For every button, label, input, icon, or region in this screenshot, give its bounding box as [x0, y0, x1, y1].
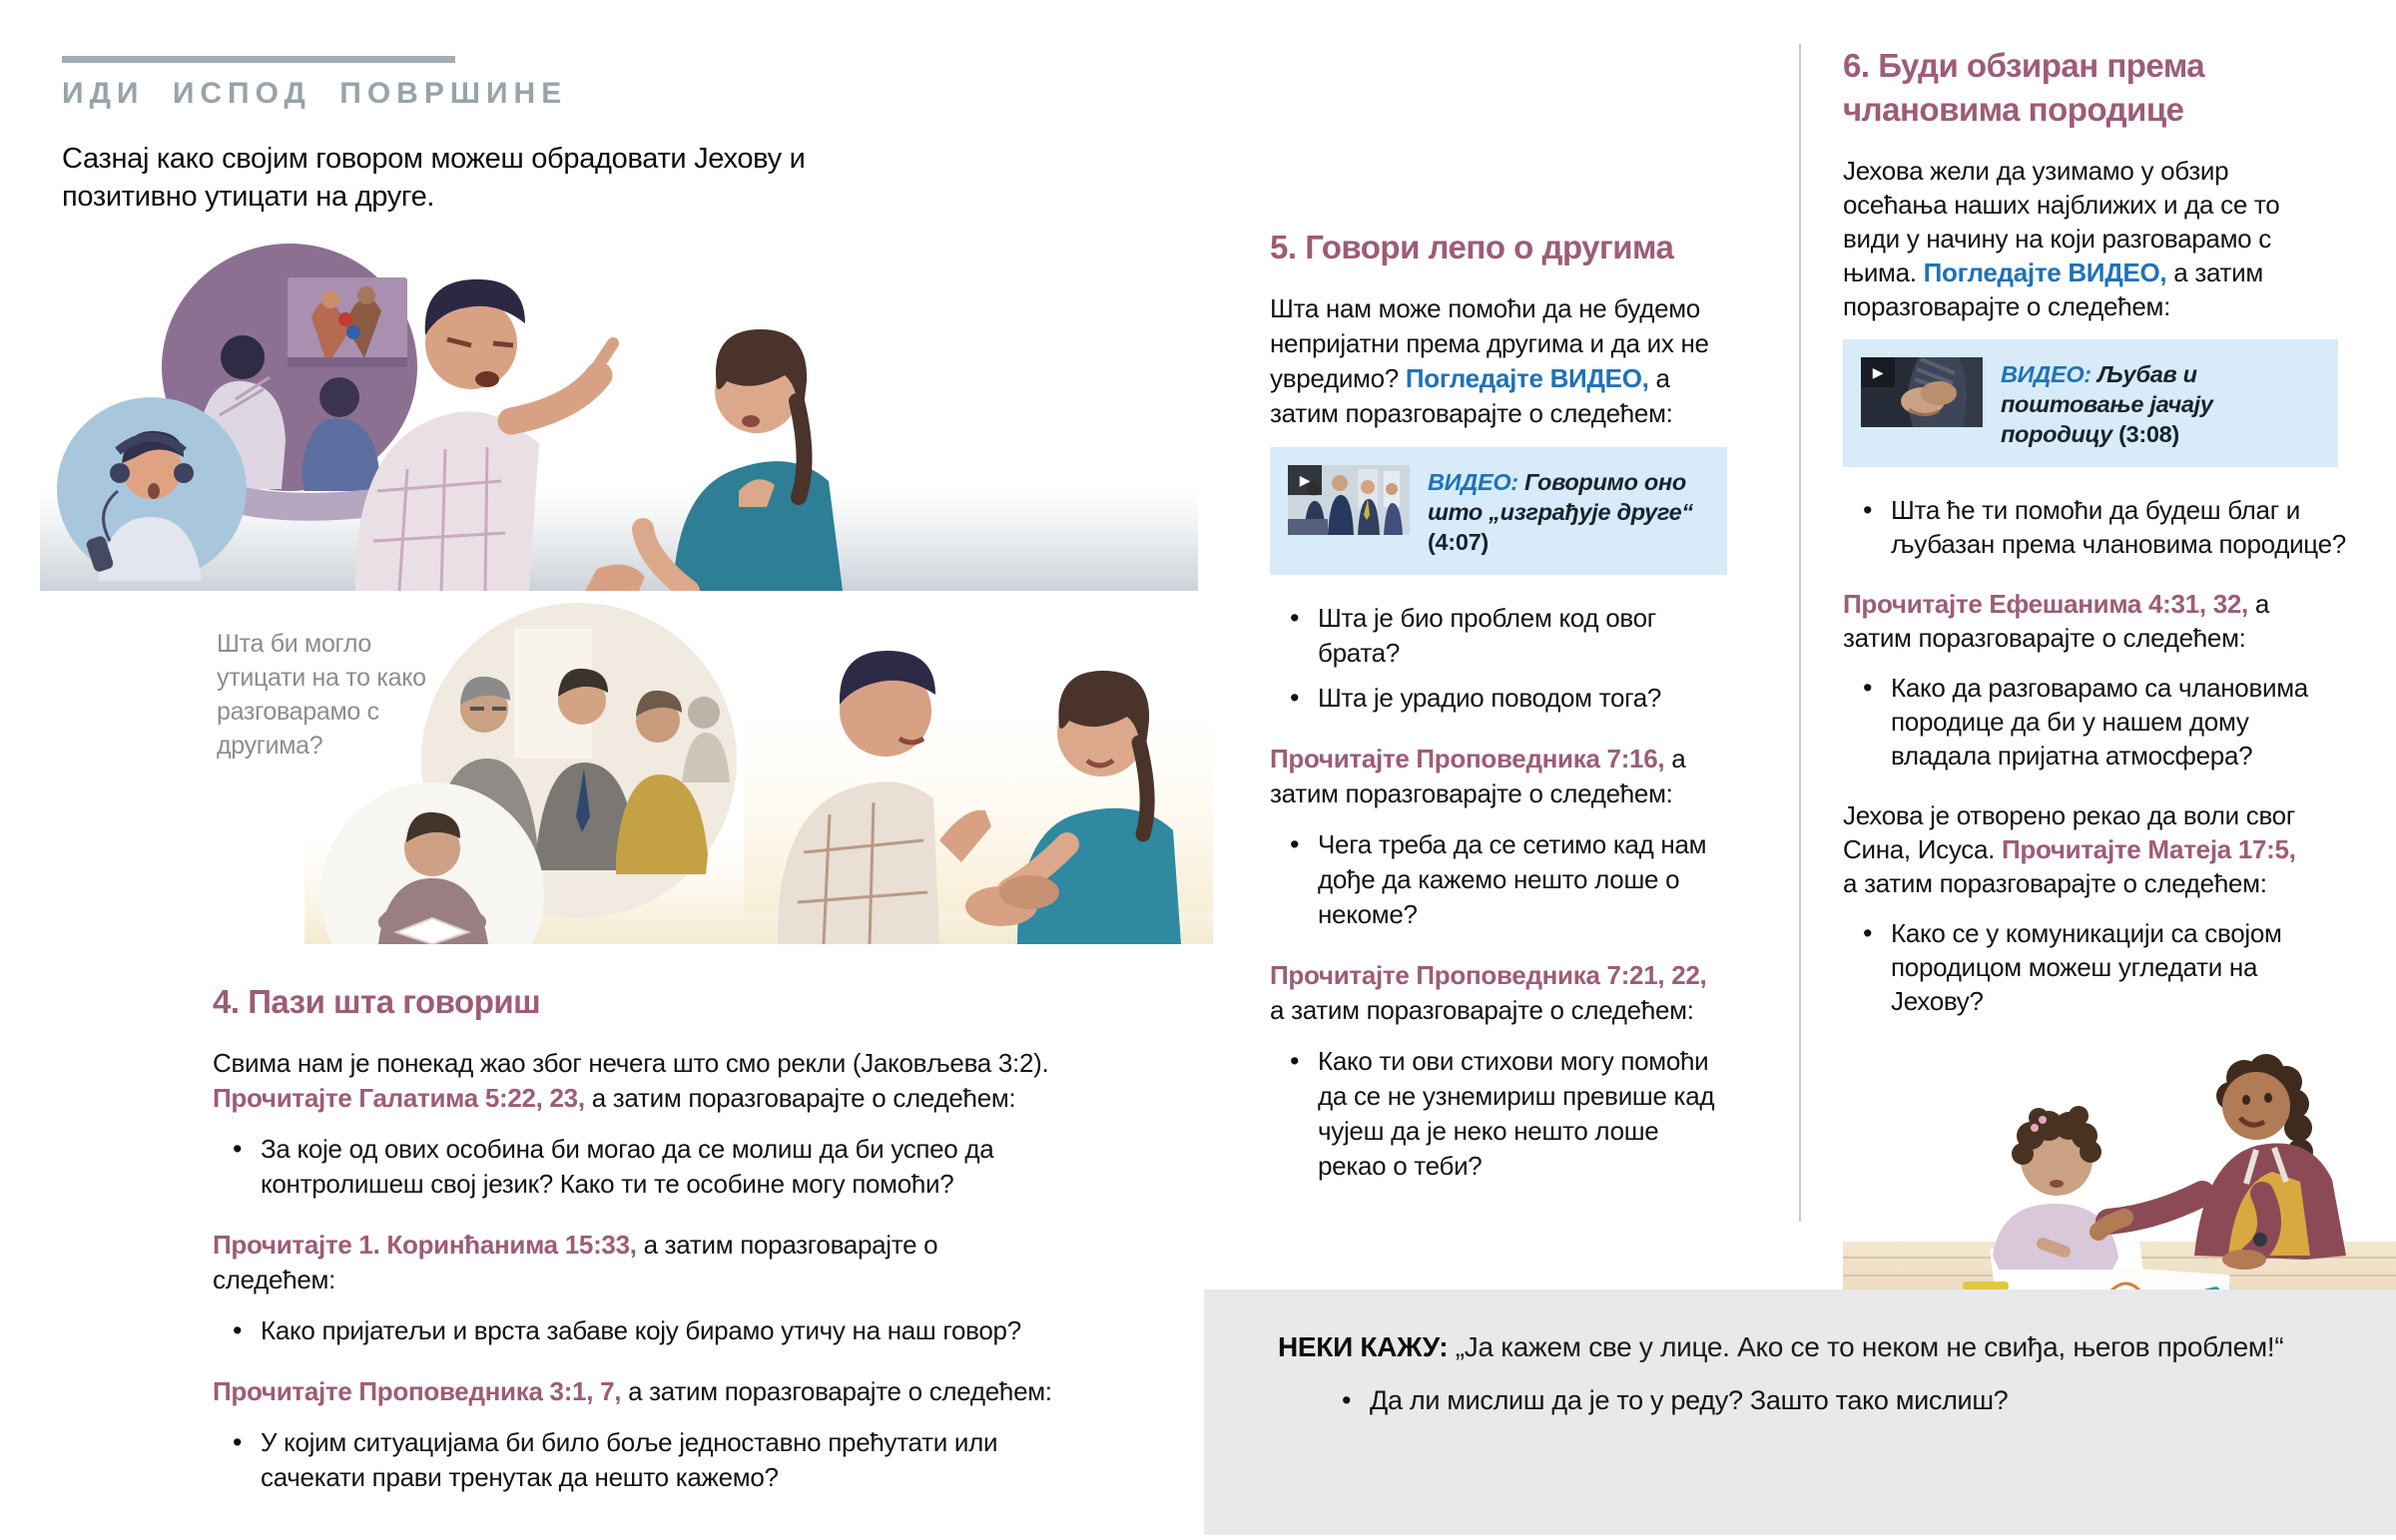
section-5-p1-after: а затим поразговарајте о следећем: [1270, 363, 1673, 428]
bullet-item: • Шта је био проблем код овог брата? [1318, 601, 1727, 671]
video-label: ВИДЕО: [1428, 469, 1518, 495]
middle-column [1270, 226, 1727, 1210]
section-6-paragraph-1 [1843, 154, 2302, 323]
bullet-item: • За које од ових особина би могао да се молиш да би успео да контролишеш свој језик? Како ти те особине могу помоћи? [261, 1132, 1056, 1202]
section-4-bullets-2 [213, 1313, 1056, 1348]
video-box-love-respect[interactable] [1843, 339, 2338, 467]
play-icon[interactable]: ▶ [1288, 465, 1322, 495]
section-5-paragraph-2 [1270, 742, 1727, 811]
left-column [62, 56, 1070, 1521]
illustration-question-caption: Шта би могло утицати на то како разговарамо с другима? [217, 630, 426, 760]
section-6-p3-text: Јехова је отворено рекао да воли свог Сина, Исуса. [1843, 800, 2296, 864]
some-say-box [1204, 1289, 2396, 1535]
some-say-quote: „Ја кажем све у лице. Ако се то неком не свиђа, његов проблем!“ [1448, 1331, 2284, 1362]
section-5-p3-after: а затим поразговарајте о следећем: [1270, 995, 1694, 1025]
scripture-link-ephesians-4-31-32[interactable]: Прочитајте Ефешанима 4:31, 32, [1843, 589, 2248, 619]
section-5-bullets-2 [1270, 827, 1727, 932]
bullet-item: • Чега треба да се сетимо кад нам дође да кажемо нешто лоше о некоме? [1318, 827, 1727, 932]
some-say-bullets [1278, 1383, 2336, 1418]
section-6-p2-after: а затим поразговарајте о следећем: [1843, 589, 2270, 653]
section-4-p2-after: а затим поразговарајте о следећем: [213, 1230, 938, 1294]
scripture-link-ecclesiastes-7-21-22[interactable]: Прочитајте Проповедника 7:21, 22, [1270, 960, 1707, 990]
section-6-paragraph-2 [1843, 587, 2302, 655]
section-6-paragraph-3 [1843, 798, 2302, 900]
kicker-bar [62, 56, 455, 63]
video-duration: (3:08) [2111, 421, 2179, 447]
section-5-bullets-3 [1270, 1044, 1727, 1184]
section-6-title: 6. Буди обзиран према члановима породице [1843, 47, 2205, 128]
kicker-title: ИДИ ИСПОД ПОВРШИНЕ [62, 77, 568, 110]
right-column [1843, 44, 2396, 1383]
watch-video-link[interactable]: Погледајте ВИДЕО, [1916, 257, 2167, 287]
illustration-harsh-speech [40, 240, 1198, 591]
video-title[interactable]: Говоримо оно што „изграђује друге“ [1428, 469, 1693, 525]
section-4-p3-after: а затим поразговарајте о следећем: [621, 1376, 1052, 1406]
section-6-bullets-1 [1843, 493, 2350, 561]
bullet-item: • Шта ће ти помоћи да будеш благ и љубазан према члановима породице? [1891, 493, 2350, 561]
video-box-speak-upbuilding[interactable] [1270, 447, 1727, 575]
play-icon[interactable]: ▶ [1861, 357, 1895, 387]
girl-drawing [1993, 1106, 2118, 1270]
column-divider [1799, 44, 1801, 1222]
headphones-listener [57, 397, 247, 581]
section-5-p1-text: Шта нам може помоћи да не будемо непријатни према другима и да их не увредимо? [1270, 293, 1709, 393]
section-4-p1-text: Свима нам је понекад жао због нечега што смо рекли (Јаковљева 3:2). [213, 1048, 1049, 1078]
section-6-p1-text: Јехова жели да узимамо у обзир осећања наших најближих и да се то види у начину на који разговарамо с њима. [1843, 156, 2280, 287]
video-title[interactable]: Љубав и поштовање јачају породицу [2001, 361, 2213, 447]
bullet-item: • Да ли мислиш да је то у реду? Зашто тако мислиш? [1370, 1383, 2336, 1418]
illustration-kind-speech [185, 593, 1213, 944]
bullet-item: • Шта је урадио поводом тога? [1318, 681, 1727, 716]
section-6-p1-after: а затим поразговарајте о следећем: [1843, 257, 2263, 321]
video-duration: (4:07) [1428, 529, 1489, 555]
section-4-title: 4. Пази шта говориш [213, 983, 541, 1020]
section-4-paragraph-2 [213, 1228, 1056, 1297]
bullet-item: • Како да разговарамо са члановима породице да би у нашем дому владала пријатна атмосфера? [1891, 671, 2350, 772]
intro-text: Сазнај како својим говором можеш обрадовати Јехову и позитивно утицати на друге. [62, 143, 806, 213]
section-5-paragraph-3 [1270, 958, 1727, 1028]
section-6-bullets-2 [1843, 671, 2350, 772]
section-5-paragraph-1 [1270, 291, 1727, 431]
bullet-item: • Како пријатељи и врста забаве коју бирамо утичу на наш говор? [261, 1313, 1056, 1348]
section-4-bullets-3 [213, 1425, 1056, 1495]
section-5-title: 5. Говори лепо о другима [1270, 229, 1674, 265]
section-6-p3-after: а затим поразговарајте о следећем: [1843, 868, 2267, 898]
scripture-link-1-corinthians-15-33[interactable]: Прочитајте 1. Коринћанима 15:33, [213, 1230, 637, 1260]
scripture-link-ecclesiastes-3-1-7[interactable]: Прочитајте Проповедника 3:1, 7, [213, 1376, 622, 1406]
bullet-item: • У којим ситуацијама би било боље једноставно прећутати или сачекати прави тренутак да нешто кажемо? [261, 1425, 1056, 1495]
scripture-link-galatians-5-22[interactable]: Прочитајте Галатима 5:22, 23, [213, 1083, 585, 1113]
harsh-speech-svg [40, 240, 1198, 591]
scripture-link-matthew-17-5[interactable]: Прочитајте Матеја 17:5, [1995, 834, 2296, 864]
section-4-p1-after: а затим поразговарајте о следећем: [584, 1083, 1016, 1113]
scripture-link-ecclesiastes-7-16[interactable]: Прочитајте Проповедника 7:16, [1270, 744, 1665, 773]
video-thumbnail[interactable] [1861, 357, 1983, 427]
some-say-label: НЕКИ КАЖУ: [1278, 1331, 1449, 1362]
section-5-bullets-1 [1270, 601, 1727, 716]
section-4-bullets-1 [213, 1132, 1056, 1202]
section-4 [213, 980, 1056, 1495]
video-caption [2001, 357, 2320, 449]
bullet-item: • Како се у комуникацији са својом породицом можеш угледати на Јехову? [1891, 916, 2350, 1018]
some-say-content [1204, 1289, 2396, 1418]
section-5-p2-after: а затим поразговарајте о следећем: [1270, 744, 1686, 808]
some-say-line [1278, 1331, 2336, 1363]
watch-video-link[interactable]: Погледајте ВИДЕО, [1398, 363, 1649, 393]
section-4-paragraph-3 [213, 1374, 1056, 1409]
section-4-paragraph-1 [213, 1046, 1056, 1116]
video-caption [1428, 465, 1709, 557]
video-label: ВИДЕО: [2001, 361, 2092, 387]
section-6-bullets-3 [1843, 916, 2350, 1018]
video-thumbnail[interactable] [1288, 465, 1410, 535]
bullet-item: • Како ти ови стихови могу помоћи да се не узнемириш превише кад чујеш да је неко нешто лоше рекао о теби? [1318, 1044, 1727, 1184]
